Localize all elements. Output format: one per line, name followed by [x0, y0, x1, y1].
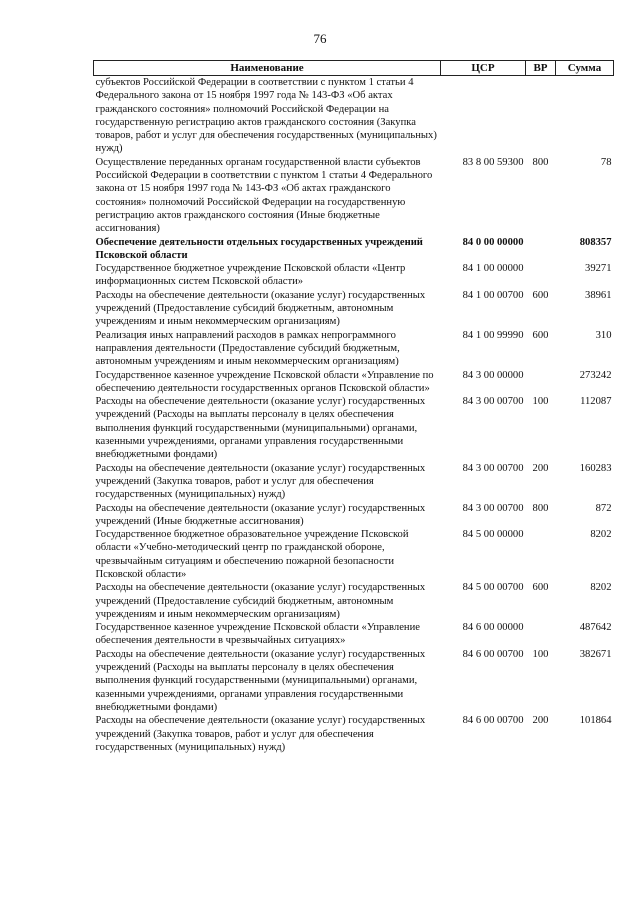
row-name-cell: Государственное казенное учреждение Псковской области «Управление обеспечения деятельности в чрезвычайных ситуациях»: [95, 622, 420, 647]
row-sum-cell: 38961: [585, 289, 612, 301]
table-row: [94, 369, 614, 396]
table-row: [94, 262, 614, 289]
table-row: [94, 581, 614, 621]
table-row: [94, 648, 614, 714]
row-sum-cell: [556, 76, 614, 156]
row-csr-cell: 84 5 00 00700: [462, 582, 524, 594]
row-vr-cell: 100: [532, 648, 549, 660]
row-name-cell: Расходы на обеспечение деятельности (оказание услуг) государственных учреждений (Закупка товаров, работ и услуг для обеспечения государственных (муниципальных) нужд): [95, 462, 426, 501]
row-sum-cell: 39271: [585, 263, 612, 275]
table-row: [94, 156, 614, 236]
row-name-cell: Государственное бюджетное учреждение Псковской области «Центр информационных систем Псковской области»: [95, 263, 406, 288]
table-row: [94, 528, 614, 581]
row-vr-cell: [526, 76, 556, 156]
table-row: [94, 236, 614, 263]
table-row: [94, 289, 614, 329]
row-csr-cell: 84 3 00 00700: [462, 502, 524, 514]
row-sum-cell: 78: [600, 156, 612, 168]
table-header-row: [94, 61, 614, 76]
row-vr-cell: 800: [532, 156, 549, 168]
page-number: 76: [313, 31, 327, 46]
table-row: [94, 329, 614, 369]
table-row: [94, 395, 614, 461]
row-vr-cell: 100: [532, 396, 549, 408]
row-name-cell: Расходы на обеспечение деятельности (оказание услуг) государственных учреждений (Расходы на выплаты персоналу в целях обеспечения выполнения функций государственными (муниципальными) органами, казенными учреждениями, органами управления государственными внебюджетными фондами): [95, 648, 426, 713]
row-csr-cell: 84 1 00 00700: [462, 289, 524, 301]
table-row: [94, 621, 614, 648]
row-csr-cell: [441, 76, 526, 156]
row-name-cell: Расходы на обеспечение деятельности (оказание услуг) государственных учреждений (Расходы на выплаты персоналу в целях обеспечения выполнения функций государственными (муниципальными) органами, казенными учреждениями, органами управления государственными внебюджетными фондами): [95, 396, 426, 461]
table-row: [94, 462, 614, 502]
row-sum-cell: 101864: [579, 715, 612, 727]
row-sum-cell: 8202: [590, 529, 612, 541]
row-csr-cell: 84 3 00 00000: [462, 369, 524, 381]
row-name-cell: Реализация иных направлений расходов в рамках непрограммного направления деятельности (Предоставление субсидий бюджетным, автономным учреждениям и иным некоммерческим организациям): [95, 329, 400, 368]
table-row: [94, 76, 614, 156]
row-vr-cell: 600: [532, 582, 549, 594]
row-vr-cell: [526, 528, 556, 581]
header-vr: ВР: [526, 61, 556, 76]
row-name-cell: Обеспечение деятельности отдельных государственных учреждений Псковской области: [95, 236, 423, 261]
row-sum-cell: 160283: [579, 462, 612, 474]
row-sum-cell: 382671: [579, 648, 612, 660]
row-csr-cell: 84 0 00 00000: [462, 236, 524, 248]
row-csr-cell: 83 8 00 59300: [462, 156, 524, 168]
row-name-cell: Осуществление переданных органам государственной власти субъектов Российской Федерации в соответствии с пунктом 1 статьи 4 Федерального закона от 15 ноября 1997 года № 143-ФЗ «Об актах гражданского состояния» полномочий Российской Федерации на государственную регистрацию актов гражданского состояния (Иные бюджетные ассигнования): [95, 156, 433, 235]
row-csr-cell: 84 6 00 00700: [462, 715, 524, 727]
row-vr-cell: [526, 236, 556, 263]
row-name-cell: Расходы на обеспечение деятельности (оказание услуг) государственных учреждений (Иные бюджетные ассигнования): [95, 502, 426, 527]
row-name-cell: Государственное бюджетное образовательное учреждение Псковской области «Учебно-методический центр по гражданской обороне, чрезвычайным ситуациям и обеспечению пожарной безопасности Псковской области»: [95, 529, 409, 580]
row-vr-cell: 600: [532, 289, 549, 301]
row-sum-cell: 8202: [590, 582, 612, 594]
row-vr-cell: 200: [532, 462, 549, 474]
row-sum-cell: 112087: [580, 396, 612, 408]
row-csr-cell: 84 6 00 00000: [462, 622, 524, 634]
row-name-cell: Расходы на обеспечение деятельности (оказание услуг) государственных учреждений (Закупка товаров, работ и услуг для обеспечения государственных (муниципальных) нужд): [95, 715, 426, 753]
row-name-cell: Расходы на обеспечение деятельности (оказание услуг) государственных учреждений (Предоставление субсидий бюджетным, автономным учреждениям и иным некоммерческим организациям): [95, 582, 426, 620]
row-vr-cell: 800: [532, 502, 549, 514]
row-csr-cell: 84 1 00 00000: [462, 263, 524, 275]
row-vr-cell: [526, 621, 556, 648]
row-vr-cell: [526, 369, 556, 396]
row-name-cell: Государственное казенное учреждение Псковской области «Управление по обеспечению деятельности государственных органов Псковской области»: [95, 369, 434, 394]
row-csr-cell: 84 3 00 00700: [462, 462, 524, 474]
row-sum-cell: 808357: [579, 236, 612, 248]
row-vr-cell: [526, 262, 556, 289]
header-csr: ЦСР: [441, 61, 526, 76]
table-row: [94, 714, 614, 754]
header-name: Наименование: [94, 61, 441, 76]
header-sum: Сумма: [556, 61, 614, 76]
row-csr-cell: 84 3 00 00700: [462, 396, 524, 408]
row-name-cell: Расходы на обеспечение деятельности (оказание услуг) государственных учреждений (Предоставление субсидий бюджетным, автономным учреждениям и иным некоммерческим организациям): [95, 289, 426, 328]
row-sum-cell: 310: [595, 329, 612, 341]
row-sum-cell: 273242: [579, 369, 612, 381]
budget-table: [93, 60, 614, 754]
row-csr-cell: 84 1 00 99990: [462, 329, 524, 341]
row-name-cell: субъектов Российской Федерации в соответствии с пунктом 1 статьи 4 Федерального закона от 15 ноября 1997 года № 143-ФЗ «Об актах гражданского состояния» полномочий Российской Федерации на государственную регистрацию актов гражданского состояния (Закупка товаров, работ и услуг для обеспечения государственных (муниципальных) нужд): [95, 77, 437, 155]
row-csr-cell: 84 6 00 00700: [462, 648, 524, 660]
table-row: [94, 502, 614, 529]
row-sum-cell: 872: [595, 502, 612, 514]
row-vr-cell: 600: [532, 329, 549, 341]
row-csr-cell: 84 5 00 00000: [462, 529, 524, 541]
row-vr-cell: 200: [532, 715, 549, 727]
row-sum-cell: 487642: [579, 622, 612, 634]
